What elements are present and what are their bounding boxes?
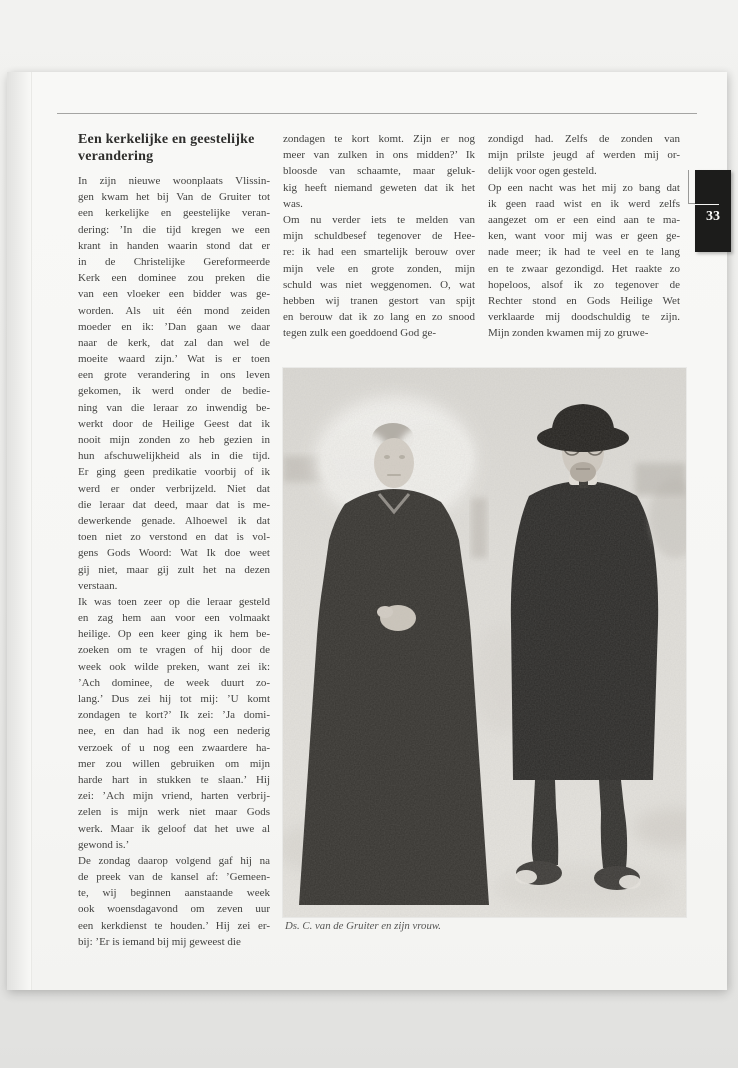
text-line: re: ik had een smartelijk berouw over	[283, 246, 475, 259]
page-number: 33	[706, 209, 720, 224]
text-line: harde hart in stukken te slaan.’ Hij	[78, 773, 270, 786]
text-line: lang.’ Dus zei hij tot mij: ’U komt	[78, 693, 270, 705]
text-line: aangezet om er een eind aan te ma-	[488, 213, 680, 226]
text-line: verklaarde mij doodschuldig te zijn.	[488, 311, 680, 324]
text-line: ken, want voor mij was er geen ge-	[488, 230, 680, 243]
page-fold	[7, 72, 32, 990]
text-line: die leraar dat deed, maar dat is me-	[78, 498, 270, 511]
text-line: bloosde van schaamte, maar geluk-	[283, 165, 475, 178]
text-line: tegen zulk een goeddoend God ge-	[283, 327, 437, 340]
page-number-tab	[695, 170, 731, 252]
text-line: bij: ’Er is iemand bij mij geweest die	[78, 935, 241, 948]
text-line: schuld was niet weggenomen. O, wat	[283, 278, 475, 291]
text-line: hun afschuwelijkheid als in die tijd.	[78, 450, 270, 463]
text-line: mer zou willen gebruiken om mijn	[78, 757, 270, 770]
text-line: toen niet zo verstond en dat is vol-	[78, 531, 270, 544]
text-line: kig heeft niemand geweten dat ik het	[283, 181, 475, 194]
text-line: week ook wilde preken, want zei ik:	[78, 660, 270, 673]
text-line: Rechter stond en Gods Heilige Wet	[488, 294, 680, 307]
text-line: Er ging geen predikatie voorbij of ik	[78, 466, 270, 479]
text-line: zondagen te kort komt. Zijn er nog	[283, 133, 475, 145]
text-column-1-lines	[78, 173, 270, 950]
text-line: zei: ’Ach mijn vriend, harten verbrij-	[78, 790, 270, 803]
article-heading	[78, 131, 270, 165]
text-line: was.	[283, 197, 303, 210]
text-line: nooit mijn zonden zo heb gezien in	[78, 434, 270, 446]
text-line: mijn prilste jeugd af werden mij or-	[488, 149, 680, 162]
heading-line: Een kerkelijke en geestelijke	[78, 132, 255, 147]
text-line: meer van zulken in ons midden?’ Ik	[283, 149, 475, 162]
text-line: gewond is.’	[78, 838, 130, 851]
text-column-1	[78, 131, 270, 950]
text-column-2	[283, 131, 475, 341]
text-line: heilige. Op een keer ging ik hem be-	[78, 628, 270, 641]
text-line: Ik was toen zeer op die leraar gesteld	[78, 595, 270, 608]
text-line: Om nu verder iets te melden van	[283, 213, 475, 226]
text-line: moeite waard zijn.’ Wat is er toen	[78, 353, 270, 366]
text-line: en zag hem aan voor een volmaakt	[78, 612, 270, 625]
text-column-3	[488, 131, 680, 341]
text-line: en berouw dat ik zo lang en zo snood	[283, 311, 475, 324]
photo-grain	[283, 368, 686, 917]
heading-line: verandering	[78, 149, 154, 164]
text-line: delijk voor ogen gesteld.	[488, 165, 597, 178]
text-line: een grote verandering in ons leven	[78, 369, 270, 382]
text-line: Kerk een dominee zou preken die	[78, 272, 270, 285]
text-line: te, wij beginnen aanstaande week	[78, 887, 270, 900]
text-line: worden. Als uit één mond zeiden	[78, 304, 270, 317]
text-line: ik geen raad wist en ik werd zelfs	[488, 197, 680, 210]
text-line: zelen is mijn werk niet maar Gods	[78, 806, 270, 819]
text-line: Op een nacht was het mij zo bang dat	[488, 181, 680, 194]
text-line: Mijn zonden kwamen mij zo gruwe-	[488, 327, 649, 340]
text-line: moeder en ik: ’Dan gaan we daar	[78, 320, 270, 333]
text-line: en te zwaar gezondigd. Het raakte zo	[488, 262, 680, 275]
text-line: werd er onder verbrijzeld. Niet dat	[78, 482, 270, 495]
text-line: gekomen, ik werd onder de bedie-	[78, 385, 270, 398]
book-page	[7, 72, 727, 990]
text-line: hebben wij tranen gestort van spijt	[283, 294, 475, 307]
text-line: werk. Maar ik geloof dat het uwe al	[78, 822, 270, 835]
photo-caption: Ds. C. van de Gruiter en zijn vrouw.	[285, 920, 441, 932]
text-line: naar de kerk, dat zal dan wel de	[78, 336, 270, 349]
text-line: gens Gods Woord: Wat Ik doe weet	[78, 547, 270, 560]
text-line: een kerkelijke en geestelijke veran-	[78, 207, 270, 220]
text-line: zondagen te kort?’ Ik zei: ’Ja domi-	[78, 709, 270, 722]
text-line: ning van die leraar zo inwendig be-	[78, 401, 270, 414]
text-line: een kerkdienst te houden.’ Hij zei er-	[78, 919, 270, 932]
text-line: ’Ach dominee, de week duurt zo-	[78, 676, 270, 689]
text-line: van een vloeker een bidder was ge-	[78, 288, 270, 301]
text-line: gij niet, maar gij zult het na dezen	[78, 563, 270, 576]
text-line: hopeloos, alsof ik zo tegenover de	[488, 278, 680, 291]
text-line: de preek van de kansel af: ’Gemeen-	[78, 871, 270, 884]
text-line: krant in handen waarin stond dat er	[78, 239, 270, 252]
text-line: ook woensdagavond om zeven uur	[78, 903, 270, 916]
text-line: in de Christelijke Gereformeerde	[78, 255, 270, 268]
photo-illustration	[283, 368, 686, 917]
text-line: mijn schuldbesef tegenover de Hee-	[283, 230, 475, 243]
tab-rule	[695, 204, 719, 205]
text-line: dewerkende genade. Alhoewel ik dat	[78, 514, 270, 527]
text-line: verstaan.	[78, 579, 118, 592]
text-line: zondigd had. Zelfs de zonden van	[488, 133, 680, 145]
photo-image	[283, 368, 686, 917]
text-line: zoeken om te vragen of hij door de	[78, 644, 270, 657]
text-line: werkt door de Heilige Geest dat ik	[78, 417, 270, 430]
text-line: verzoek of u nog een zwaardere ha-	[78, 741, 270, 754]
text-line: gen kwam het bij Van de Gruiter tot	[78, 191, 270, 204]
text-line: nade meer; ik had te veel en te lang	[488, 246, 680, 259]
text-line: dering: ’In die tijd kregen we een	[78, 223, 270, 236]
text-line: In zijn nieuwe woonplaats Vlissin-	[78, 175, 270, 187]
top-rule	[57, 113, 697, 114]
text-line: nee, en dan had ik nog een nederig	[78, 725, 270, 738]
text-line: mijn vele en grote zonden, mijn	[283, 262, 475, 275]
text-line: De zondag daarop volgend gaf hij na	[78, 854, 270, 867]
